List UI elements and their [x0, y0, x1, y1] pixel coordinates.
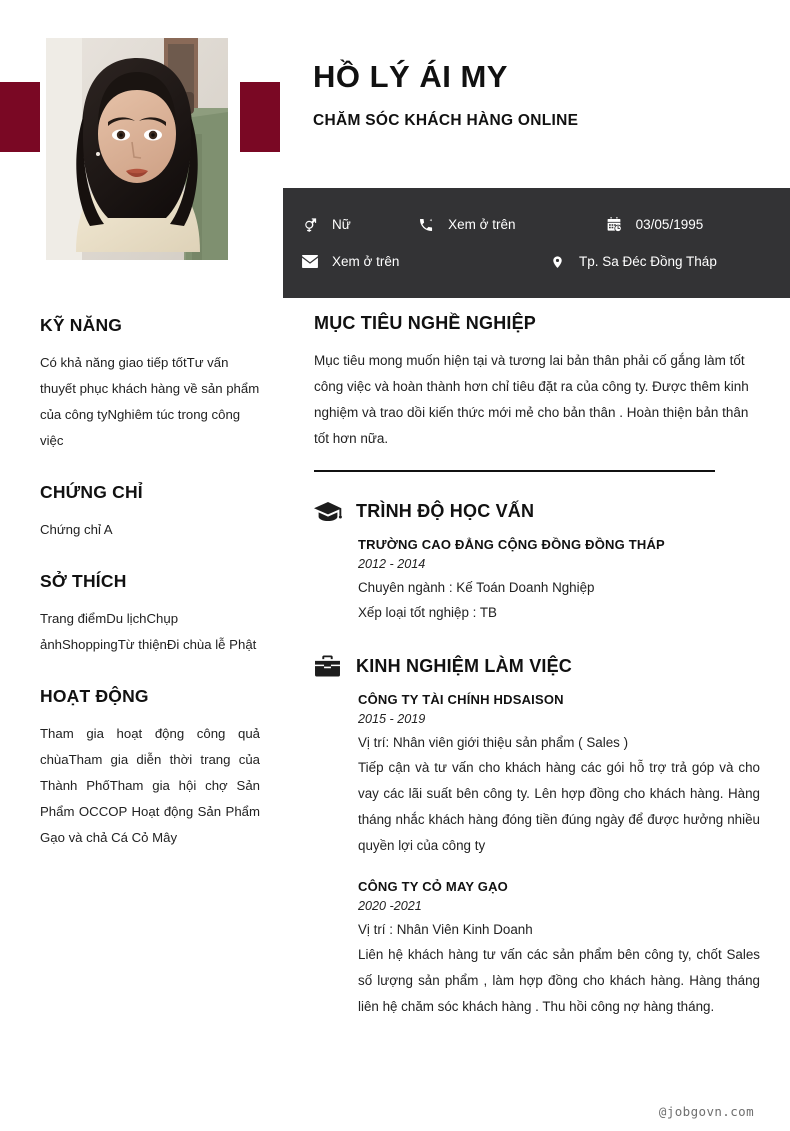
experience-position: Vị trí: Nhân viên giới thiệu sản phẩm ( Sales ) [358, 735, 629, 750]
experience-date: 2015 - 2019 [358, 712, 426, 726]
section-certificates [40, 482, 260, 543]
section-header-education [314, 498, 760, 524]
contact-bar [283, 188, 790, 298]
education-org: TRƯỜNG CAO ĐẲNG CỘNG ĐỒNG ĐỒNG THÁP [358, 537, 665, 552]
experience-entry [358, 879, 760, 1020]
page-title: HỒ LÝ ÁI MY [313, 59, 508, 94]
experience-description: Liên hệ khách hàng tư vấn các sản phẩm bên công ty, chốt Sales số lượng sản phẩm , làm hợp đồng cho khách hàng. Hàng tháng liên hệ chăm sóc khách hàng . Thu hồi công nợ hàng tháng. [358, 947, 760, 1014]
education-entry [358, 537, 760, 625]
section-interests [40, 571, 260, 658]
section-title-certificates: CHỨNG CHỈ [40, 482, 143, 502]
accent-block-right [240, 82, 280, 152]
job-title: CHĂM SÓC KHÁCH HÀNG ONLINE [313, 112, 579, 130]
watermark: @jobgovn.com [658, 1104, 754, 1119]
section-title-activities: HOẠT ĐỘNG [40, 686, 149, 706]
section-title-interests: SỞ THÍCH [40, 571, 127, 591]
section-body-certificates: Chứng chỉ A [40, 522, 113, 537]
contact-dob-value: 03/05/1995 [635, 217, 704, 232]
contact-phone-value: Xem ở trên [448, 217, 516, 232]
section-title-experience: KINH NGHIỆM LÀM VIỆC [356, 655, 573, 676]
contact-email-value: Xem ở trên [332, 254, 400, 269]
contact-gender-value: Nữ [332, 217, 351, 232]
contact-gender [297, 215, 413, 235]
contact-dob [601, 215, 772, 235]
section-header-experience [314, 653, 760, 679]
avatar [46, 38, 228, 260]
section-title-skills: KỸ NĂNG [40, 315, 123, 335]
experience-entry [358, 692, 760, 859]
contact-address [544, 252, 772, 272]
briefcase-icon [314, 653, 344, 679]
experience-description: Tiếp cận và tư vấn cho khách hàng các gói hỗ trợ trả góp và cho vay các lãi suất bên công ty. Lên hợp đồng cho khách hàng. Hàng tháng nhắc khách hàng đóng tiền đúng ngày để được hưởng nhiều quyền lợi của công ty [358, 760, 760, 853]
graduation-cap-icon [314, 498, 344, 524]
education-grade: Xếp loại tốt nghiệp : TB [358, 605, 497, 620]
calendar-clock-icon [601, 215, 627, 235]
accent-block-left [0, 82, 40, 152]
section-title-education: TRÌNH ĐỘ HỌC VẤN [356, 500, 535, 521]
contact-row-2 [297, 243, 772, 280]
section-activities [40, 686, 260, 851]
cv-body [0, 300, 790, 1020]
experience-date: 2020 -2021 [358, 899, 422, 913]
contact-address-value: Tp. Sa Đéc Đồng Tháp [579, 254, 717, 269]
portrait-photo [46, 38, 228, 260]
section-skills [40, 315, 260, 454]
cv-header [0, 0, 790, 300]
section-objective [314, 313, 760, 472]
phone-icon [413, 215, 439, 235]
education-major: Chuyên ngành : Kế Toán Doanh Nghiệp [358, 580, 595, 595]
experience-position: Vị trí : Nhân Viên Kinh Doanh [358, 922, 533, 937]
section-body-activities: Tham gia hoạt động công quả chùaTham gia diễn thời trang của Thành PhốTham gia hội chợ Sản Phẩm OCCOP Hoạt động Sản Phẩm Gạo và chả Cá Cỏ Mây [40, 726, 260, 845]
contact-row-1 [297, 206, 772, 243]
contact-email [297, 252, 544, 272]
location-pin-icon [544, 252, 570, 272]
gender-icon [297, 215, 323, 235]
section-divider [314, 470, 715, 472]
section-body-skills: Có khả năng giao tiếp tốtTư vấn thuyết phục khách hàng về sản phẩm của công tyNghiêm túc trong công việc [40, 355, 260, 448]
section-body-objective: Mục tiêu mong muốn hiện tại và tương lai bản thân phải cố gắng làm tốt công việc và hoàn thành hơn chỉ tiêu đặt ra của công ty. Được thêm kinh nghiệm và trao dồi kiến thức mới mẻ cho bản thân . Hoàn thiện bản thân tốt hơn nữa. [314, 353, 749, 446]
experience-org: CÔNG TY TÀI CHÍNH HDSAISON [358, 692, 564, 707]
section-body-interests: Trang điểmDu lịchChụp ảnhShoppingTừ thiệnĐi chùa lễ Phật [40, 611, 257, 652]
contact-phone [413, 215, 601, 235]
education-date: 2012 - 2014 [358, 557, 426, 571]
section-title-objective: MỤC TIÊU NGHỀ NGHIỆP [314, 313, 537, 333]
spacer [314, 625, 760, 653]
section-experience [314, 653, 760, 1020]
name-block [313, 58, 773, 130]
main-content [290, 300, 790, 1020]
envelope-icon [297, 252, 323, 272]
sidebar [0, 300, 290, 1020]
section-education [314, 498, 760, 625]
experience-org: CÔNG TY CỎ MAY GẠO [358, 879, 508, 894]
